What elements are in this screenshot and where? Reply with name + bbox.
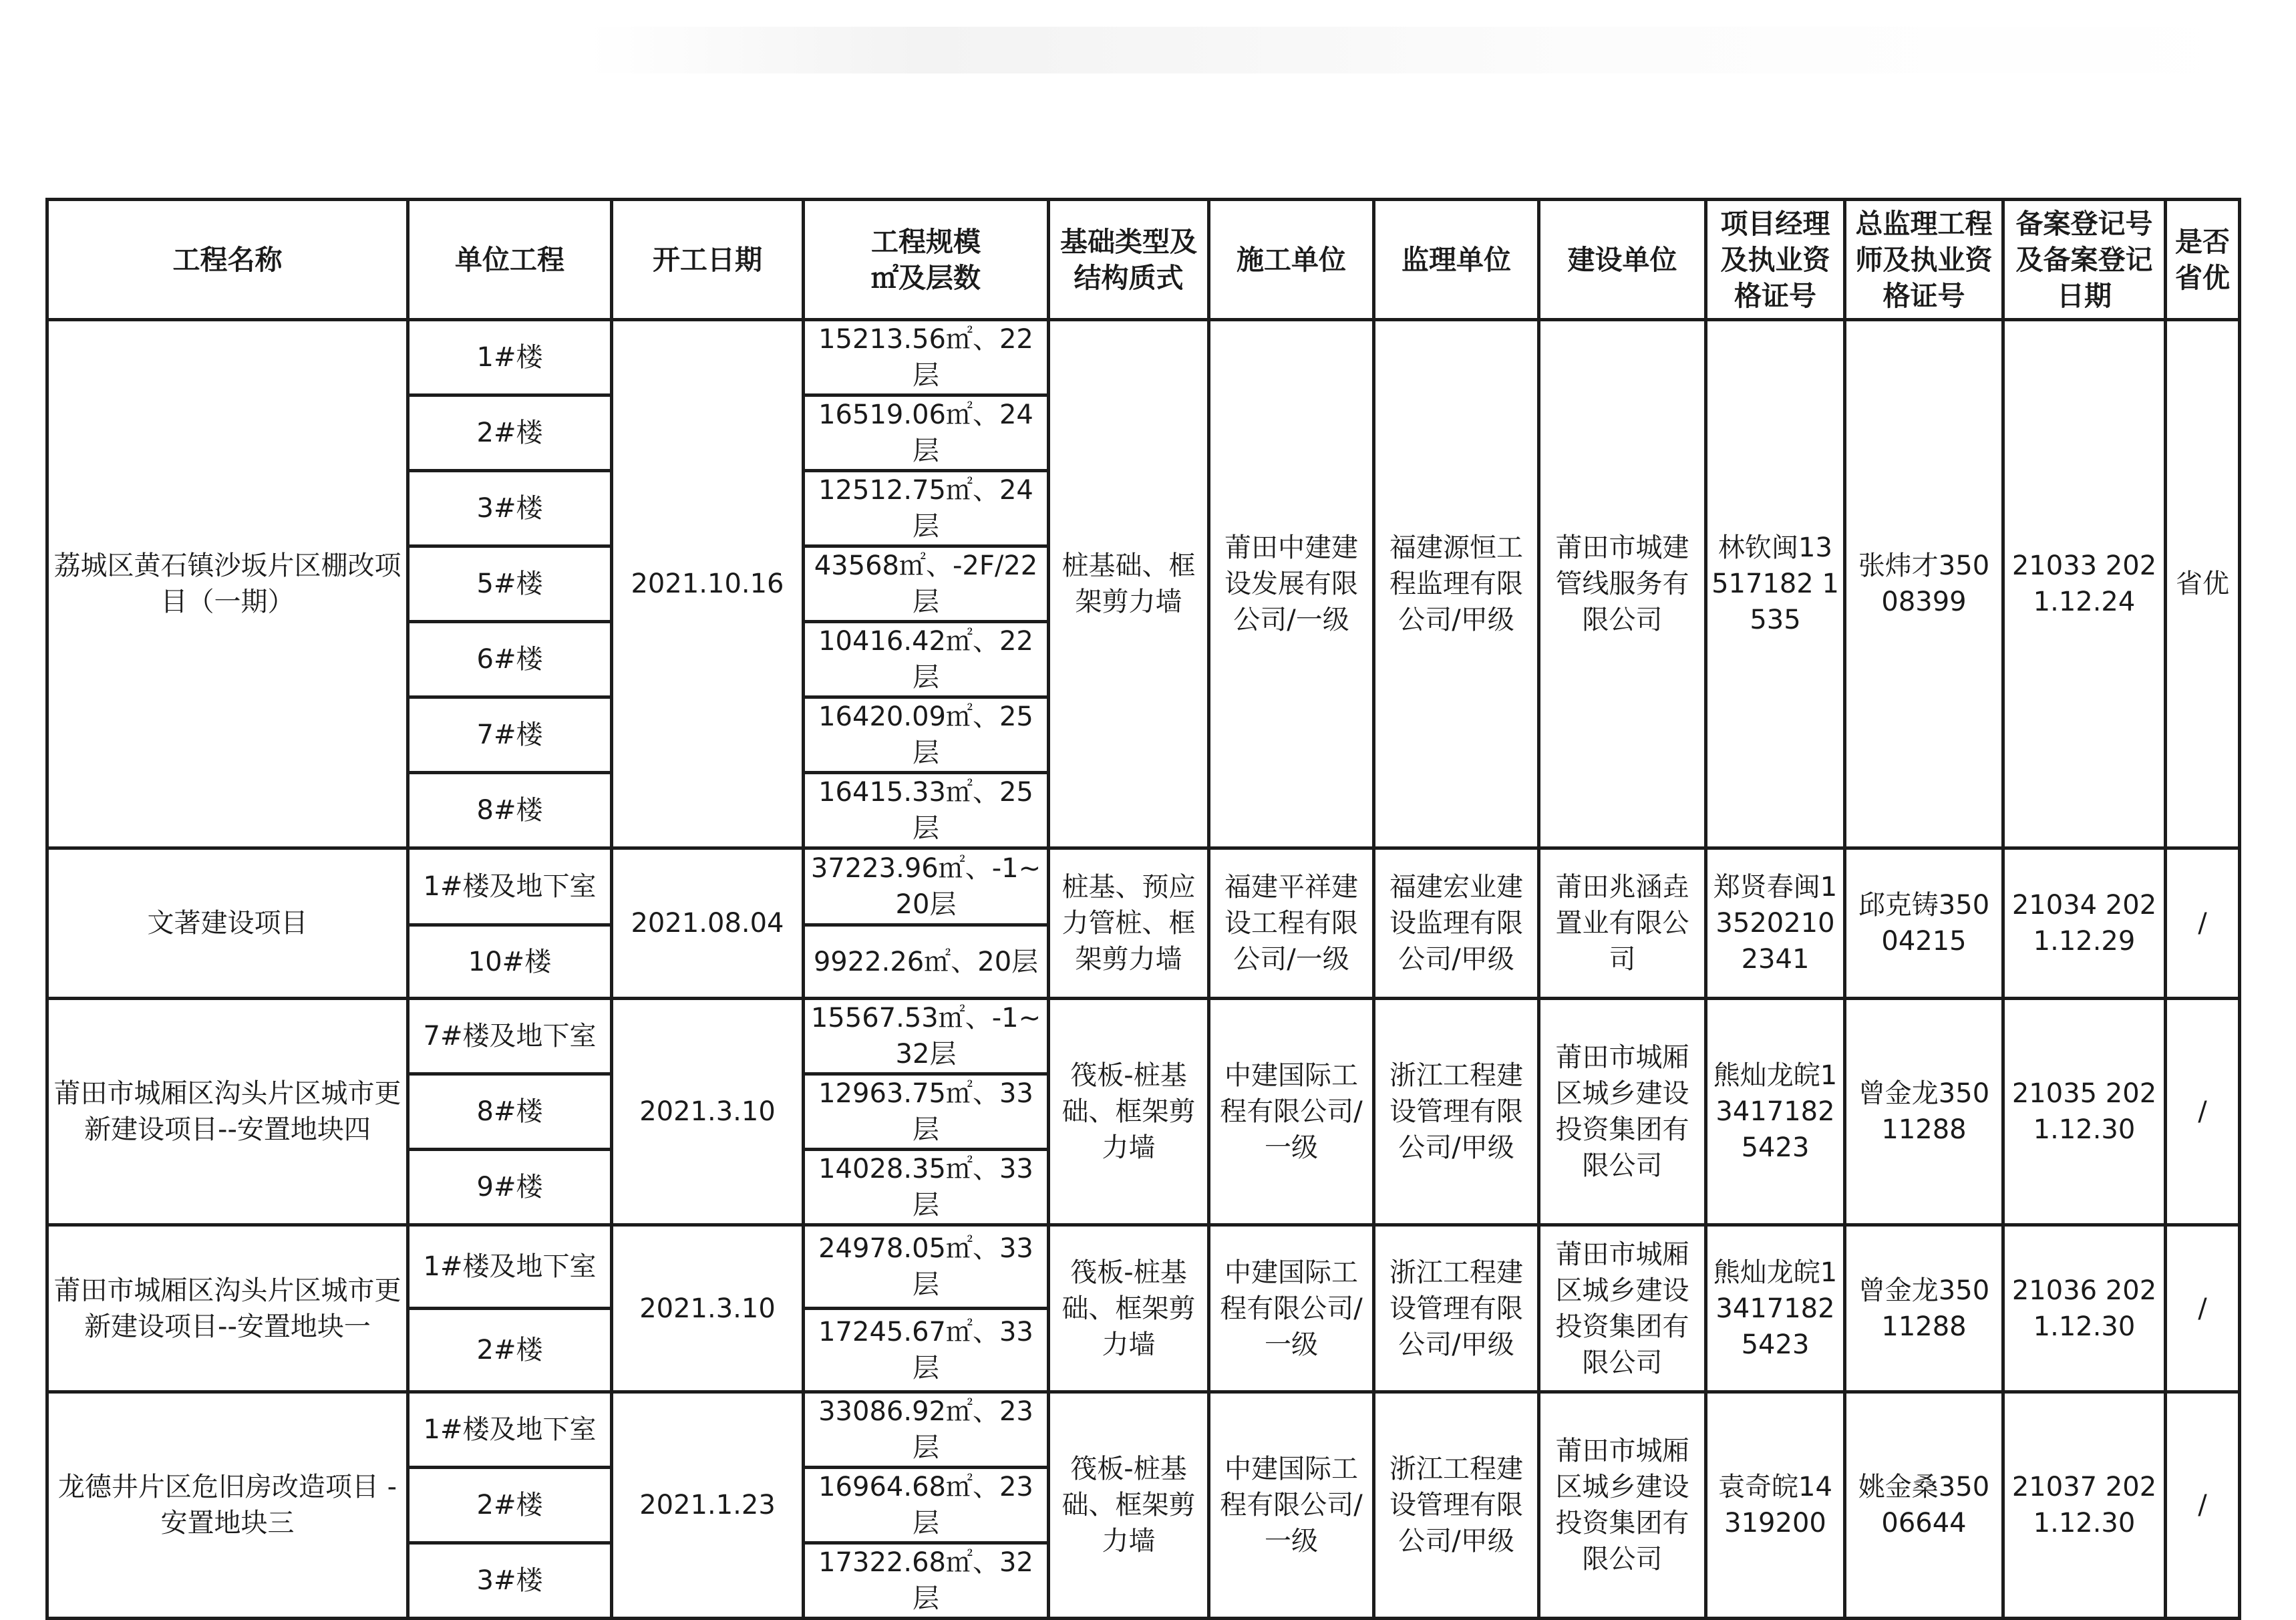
contractor: 中建国际工程有限公司/一级: [1209, 1225, 1374, 1392]
unit-scale: 16420.09㎡、25层: [804, 697, 1049, 773]
unit-scale: 17245.67㎡、33层: [804, 1309, 1049, 1392]
unit-scale: 10416.42㎡、22层: [804, 622, 1049, 697]
record-number: 21037 2021.12.30: [2003, 1392, 2166, 1619]
header-row: [47, 200, 2240, 320]
header-start-date: 开工日期: [612, 200, 804, 320]
foundation-type: 筏板-桩基础、框架剪力墙: [1049, 1225, 1209, 1392]
supervisor: 浙江工程建设管理有限公司/甲级: [1374, 999, 1539, 1225]
foundation-type: 桩基、预应力管桩、框架剪力墙: [1049, 848, 1209, 999]
header-name: 工程名称: [47, 200, 408, 320]
unit-name: 7#楼: [408, 697, 612, 773]
unit-name: 9#楼: [408, 1150, 612, 1225]
header-record: 备案登记号及备案登记日期: [2003, 200, 2166, 320]
unit-scale: 37223.96㎡、-1~20层: [804, 848, 1049, 925]
project-name: 文著建设项目: [47, 848, 408, 999]
developer: 莆田市城厢区城乡建设投资集团有限公司: [1539, 1392, 1706, 1619]
unit-name: 2#楼: [408, 1468, 612, 1543]
unit-scale: 15567.53㎡、-1~32层: [804, 999, 1049, 1074]
table-row: [47, 848, 2240, 925]
start-date: 2021.1.23: [612, 1392, 804, 1619]
unit-name: 1#楼及地下室: [408, 1225, 612, 1309]
supervisor: 福建源恒工程监理有限公司/甲级: [1374, 320, 1539, 848]
unit-name: 1#楼: [408, 320, 612, 395]
excellent-flag: /: [2166, 1392, 2240, 1619]
unit-scale: 15213.56㎡、22层: [804, 320, 1049, 395]
header-excellent: 是否省优: [2166, 200, 2240, 320]
excellent-flag: /: [2166, 848, 2240, 999]
record-number: 21033 2021.12.24: [2003, 320, 2166, 848]
unit-name: 2#楼: [408, 395, 612, 471]
unit-name: 3#楼: [408, 1543, 612, 1619]
excellent-flag: 省优: [2166, 320, 2240, 848]
unit-scale: 14028.35㎡、33层: [804, 1150, 1049, 1225]
unit-scale: 12963.75㎡、33层: [804, 1074, 1049, 1150]
unit-scale: 12512.75㎡、24层: [804, 471, 1049, 546]
contractor: 福建平祥建设工程有限公司/一级: [1209, 848, 1374, 999]
chief-supervisor: 曾金龙35011288: [1845, 999, 2003, 1225]
table-row: [47, 320, 2240, 395]
project-registry-table: [45, 198, 2241, 1620]
excellent-flag: /: [2166, 999, 2240, 1225]
unit-name: 10#楼: [408, 925, 612, 999]
header-developer: 建设单位: [1539, 200, 1706, 320]
record-number: 21035 2021.12.30: [2003, 999, 2166, 1225]
start-date: 2021.08.04: [612, 848, 804, 999]
header-supervisor: 监理单位: [1374, 200, 1539, 320]
foundation-type: 筏板-桩基础、框架剪力墙: [1049, 1392, 1209, 1619]
unit-name: 7#楼及地下室: [408, 999, 612, 1074]
excellent-flag: /: [2166, 1225, 2240, 1392]
header-foundation: 基础类型及结构质式: [1049, 200, 1209, 320]
header-chief-supervisor: 总监理工程师及执业资格证号: [1845, 200, 2003, 320]
unit-name: 2#楼: [408, 1309, 612, 1392]
record-number: 21034 2021.12.29: [2003, 848, 2166, 999]
unit-name: 1#楼及地下室: [408, 848, 612, 925]
chief-supervisor: 邱克铸35004215: [1845, 848, 2003, 999]
developer: 莆田市城厢区城乡建设投资集团有限公司: [1539, 999, 1706, 1225]
project-name: 莆田市城厢区沟头片区城市更新建设项目--安置地块四: [47, 999, 408, 1225]
unit-scale: 17322.68㎡、32层: [804, 1543, 1049, 1619]
start-date: 2021.3.10: [612, 999, 804, 1225]
project-name: 莆田市城厢区沟头片区城市更新建设项目--安置地块一: [47, 1225, 408, 1392]
developer: 莆田市城建管线服务有限公司: [1539, 320, 1706, 848]
scan-artifact: [588, 27, 2258, 73]
unit-scale: 43568㎡、-2F/22层: [804, 546, 1049, 622]
developer: 莆田兆涵垚置业有限公司: [1539, 848, 1706, 999]
project-name: 龙德井片区危旧房改造项目 - 安置地块三: [47, 1392, 408, 1619]
unit-scale: 16519.06㎡、24层: [804, 395, 1049, 471]
unit-scale: 24978.05㎡、33层: [804, 1225, 1049, 1309]
start-date: 2021.3.10: [612, 1225, 804, 1392]
header-pm: 项目经理及执业资格证号: [1706, 200, 1845, 320]
project-manager: 袁奇皖14319200: [1706, 1392, 1845, 1619]
chief-supervisor: 姚金桑35006644: [1845, 1392, 2003, 1619]
contractor: 莆田中建建设发展有限公司/一级: [1209, 320, 1374, 848]
unit-name: 1#楼及地下室: [408, 1392, 612, 1468]
header-unit: 单位工程: [408, 200, 612, 320]
table-row: [47, 1392, 2240, 1468]
contractor: 中建国际工程有限公司/一级: [1209, 999, 1374, 1225]
unit-name: 3#楼: [408, 471, 612, 546]
unit-scale: 33086.92㎡、23层: [804, 1392, 1049, 1468]
contractor: 中建国际工程有限公司/一级: [1209, 1392, 1374, 1619]
project-name: 荔城区黄石镇沙坂片区棚改项目（一期）: [47, 320, 408, 848]
unit-scale: 16415.33㎡、25层: [804, 773, 1049, 848]
unit-name: 6#楼: [408, 622, 612, 697]
record-number: 21036 2021.12.30: [2003, 1225, 2166, 1392]
supervisor: 福建宏业建设监理有限公司/甲级: [1374, 848, 1539, 999]
chief-supervisor: 张炜才35008399: [1845, 320, 2003, 848]
start-date: 2021.10.16: [612, 320, 804, 848]
unit-name: 8#楼: [408, 1074, 612, 1150]
table-row: [47, 1225, 2240, 1309]
unit-scale: 16964.68㎡、23层: [804, 1468, 1049, 1543]
project-manager: 熊灿龙皖13417182 5423: [1706, 999, 1845, 1225]
project-manager: 郑贤春闽13520210 2341: [1706, 848, 1845, 999]
developer: 莆田市城厢区城乡建设投资集团有限公司: [1539, 1225, 1706, 1392]
project-manager: 熊灿龙皖13417182 5423: [1706, 1225, 1845, 1392]
supervisor: 浙江工程建设管理有限公司/甲级: [1374, 1225, 1539, 1392]
header-contractor: 施工单位: [1209, 200, 1374, 320]
project-manager: 林钦闽13517182 1535: [1706, 320, 1845, 848]
foundation-type: 筏板-桩基础、框架剪力墙: [1049, 999, 1209, 1225]
supervisor: 浙江工程建设管理有限公司/甲级: [1374, 1392, 1539, 1619]
chief-supervisor: 曾金龙35011288: [1845, 1225, 2003, 1392]
unit-scale: 9922.26㎡、20层: [804, 925, 1049, 999]
header-scale: 工程规模 ㎡及层数: [804, 200, 1049, 320]
table-row: [47, 999, 2240, 1074]
unit-name: 5#楼: [408, 546, 612, 622]
unit-name: 8#楼: [408, 773, 612, 848]
foundation-type: 桩基础、框架剪力墙: [1049, 320, 1209, 848]
